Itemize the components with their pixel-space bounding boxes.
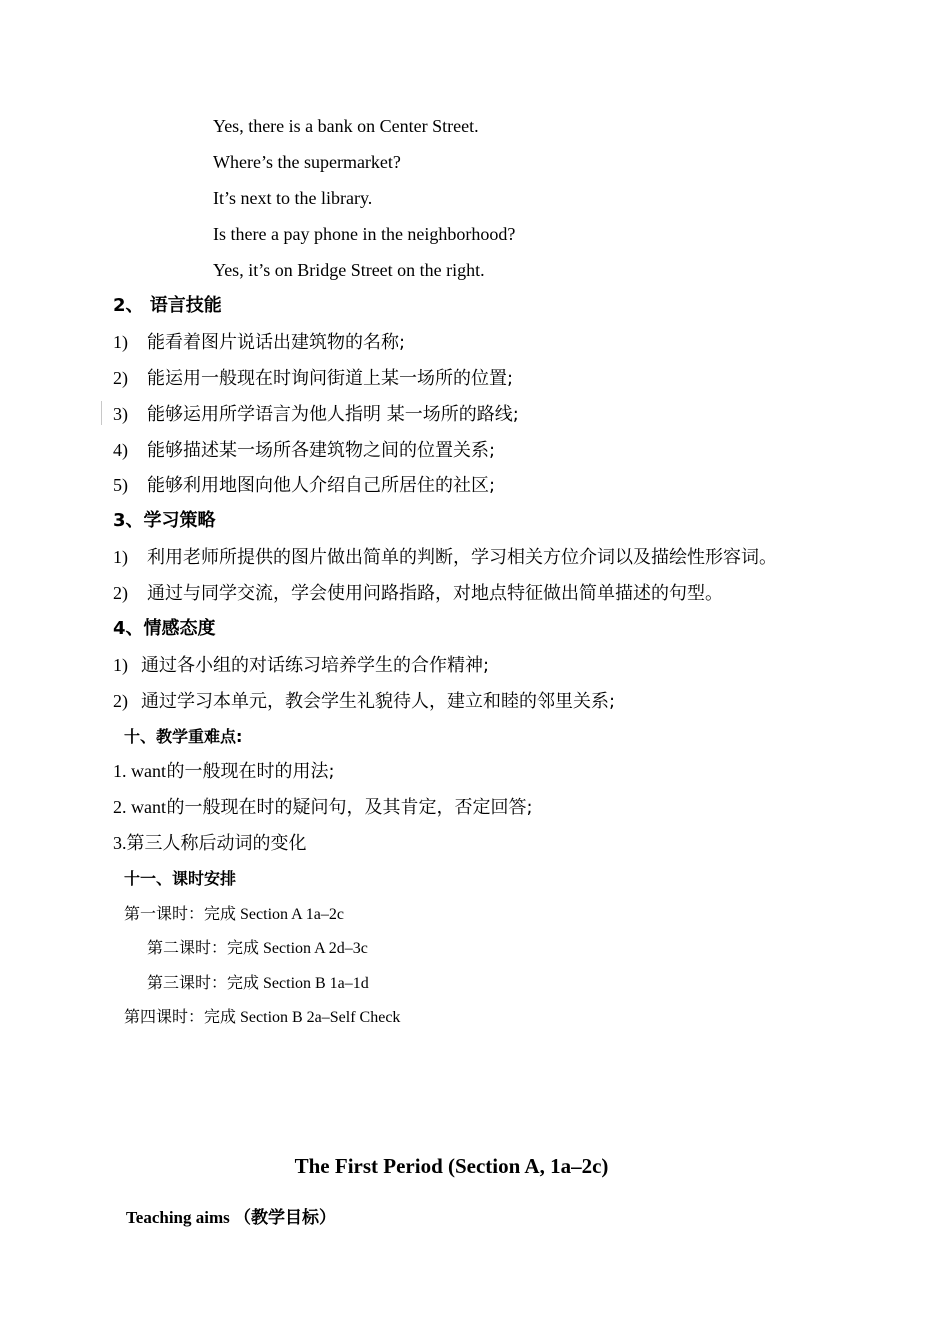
list-item bbox=[113, 439, 495, 462]
section-heading-language-skills: 2、 语言技能 bbox=[113, 295, 222, 316]
teaching-aims-en: Teaching aims bbox=[126, 1208, 230, 1227]
item-number: 1) bbox=[113, 547, 128, 567]
schedule-label: 第二课时：完成 bbox=[147, 938, 260, 957]
schedule-section: Section A 2d–3c bbox=[263, 940, 368, 957]
item-text: 通过与同学交流，学会使用问路指路，对地点特征做出简单描述的句型。 bbox=[147, 583, 723, 604]
item-number: 2) bbox=[113, 583, 128, 603]
list-item bbox=[113, 367, 513, 390]
list-item bbox=[113, 690, 615, 713]
dialog-line: Is there a pay phone in the neighborhood? bbox=[213, 224, 516, 244]
item-text: 的一般现在时的疑问句，及其肯定，否定回答; bbox=[166, 797, 533, 818]
schedule-item bbox=[147, 972, 369, 995]
schedule-label: 第一课时：完成 bbox=[124, 904, 237, 923]
list-item bbox=[113, 760, 335, 783]
teaching-aims-heading bbox=[126, 1207, 336, 1229]
list-item bbox=[113, 832, 307, 855]
section-heading-schedule: 十一、课时安排 bbox=[124, 869, 237, 888]
schedule-label: 第四课时：完成 bbox=[124, 1007, 237, 1026]
list-item bbox=[113, 403, 519, 426]
text-cursor-marker bbox=[101, 401, 102, 425]
schedule-item bbox=[124, 903, 344, 926]
item-number: 3) bbox=[113, 404, 128, 424]
item-number: 1) bbox=[113, 655, 128, 675]
list-item bbox=[113, 546, 777, 569]
list-item bbox=[113, 331, 405, 354]
item-text: 能看着图片说话出建筑物的名称; bbox=[147, 332, 406, 353]
item-number: 3. bbox=[113, 833, 127, 853]
list-item bbox=[113, 474, 495, 497]
item-number: 2) bbox=[113, 691, 128, 711]
item-number: 4) bbox=[113, 440, 128, 460]
item-text: 利用老师所提供的图片做出简单的判断，学习相关方位介词以及描绘性形容词。 bbox=[147, 547, 777, 568]
list-item bbox=[113, 582, 723, 605]
item-text: 通过学习本单元，教会学生礼貌待人，建立和睦的邻里关系; bbox=[141, 691, 616, 712]
item-text: 能够描述某一场所各建筑物之间的位置关系; bbox=[147, 440, 496, 461]
schedule-section: Section B 1a–1d bbox=[263, 975, 369, 992]
period-title: The First Period (Section A, 1a–2c) bbox=[294, 1154, 609, 1178]
item-text: 能运用一般现在时询问街道上某一场所的位置; bbox=[147, 368, 514, 389]
schedule-item bbox=[147, 937, 368, 960]
teaching-aims-zh: （教学目标） bbox=[234, 1208, 337, 1228]
item-number: 1. bbox=[113, 761, 127, 781]
item-text: 通过各小组的对话练习培养学生的合作精神; bbox=[141, 655, 490, 676]
dialog-line: Yes, there is a bank on Center Street. bbox=[213, 116, 479, 136]
schedule-section: Section B 2a–Self Check bbox=[240, 1009, 401, 1026]
item-text: 能够运用所学语言为他人指明 某一场所的路线; bbox=[147, 404, 519, 425]
section-heading-learning-strategies: 3、学习策略 bbox=[113, 510, 216, 531]
list-item bbox=[113, 654, 489, 677]
item-number: 5) bbox=[113, 475, 128, 495]
item-keyword: want bbox=[131, 797, 166, 817]
item-text: 能够利用地图向他人介绍自己所居住的社区; bbox=[147, 475, 496, 496]
item-text: 第三人称后动词的变化 bbox=[126, 833, 307, 854]
schedule-item bbox=[124, 1006, 400, 1029]
schedule-section: Section A 1a–2c bbox=[240, 906, 344, 923]
list-item bbox=[113, 796, 533, 819]
dialog-line: It’s next to the library. bbox=[213, 188, 373, 208]
item-number: 1) bbox=[113, 332, 128, 352]
dialog-line: Yes, it’s on Bridge Street on the right. bbox=[213, 260, 485, 280]
section-heading-key-points: 十、教学重难点: bbox=[124, 727, 243, 746]
item-keyword: want bbox=[131, 761, 166, 781]
item-number: 2. bbox=[113, 797, 127, 817]
dialog-line: Where’s the supermarket? bbox=[213, 152, 401, 172]
schedule-label: 第三课时：完成 bbox=[147, 973, 260, 992]
item-number: 2) bbox=[113, 368, 128, 388]
item-text: 的一般现在时的用法; bbox=[166, 761, 335, 782]
section-heading-emotional-attitude: 4、情感态度 bbox=[113, 618, 216, 639]
